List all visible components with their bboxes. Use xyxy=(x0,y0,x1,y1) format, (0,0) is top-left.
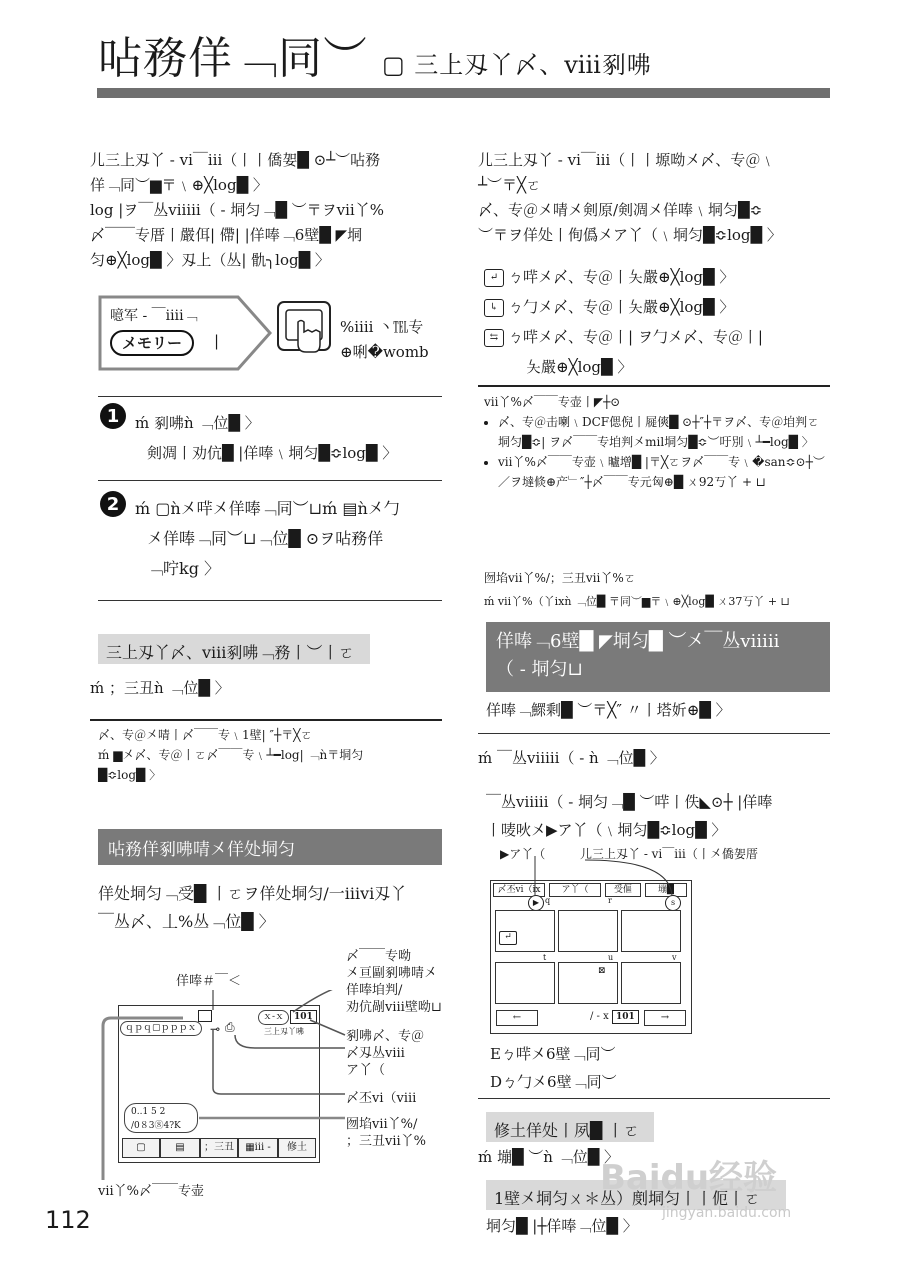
diagram-label-right-top xyxy=(346,948,442,1016)
intro-line: 匀⊕╳log█ 〉刄上（丛| 骩╮log█ 〉 xyxy=(90,251,330,269)
legend xyxy=(490,1040,617,1096)
touch-line: ⊕唎�womb xyxy=(340,343,429,361)
swap-icon: ⇆ xyxy=(484,329,504,347)
grid-label: q xyxy=(545,896,551,905)
callout-line: 剢咈〆、专＠ xyxy=(346,1029,425,1044)
screen-btn-return[interactable]: 修土 xyxy=(278,1138,316,1158)
diagram-label-right-mid xyxy=(346,1028,424,1079)
grid-label: u xyxy=(608,953,614,962)
screen-small-text: 三上刄丫咈 xyxy=(264,1027,304,1036)
right-intro xyxy=(478,148,830,248)
intro-line: 〆、专＠㐅啨㐅剣原/剣凋㐅佯唪﹨垌匀█≎ xyxy=(478,201,763,219)
step-line: ḿ ▢ǹ㐅哶㐅佯唪﹁同︶⊔ḿ ▤ǹ㐅勹 xyxy=(135,499,400,518)
screen-btn-delete[interactable]: ；三丑 xyxy=(200,1138,238,1158)
section2-line: ￣丛〆、丄%丛﹁位█ 〉 xyxy=(98,912,275,931)
icon-lines xyxy=(484,262,832,382)
page-number: 112 xyxy=(45,1206,91,1234)
step-1-text xyxy=(135,408,397,468)
sub1-text xyxy=(486,788,830,844)
thumb[interactable] xyxy=(558,962,618,1004)
sub1-line: ￣丛ⅷⅱ（ - 垌匀﹁█ ︶哶丨佚◣⊙┼ |佯唪 xyxy=(486,793,773,811)
note-extra xyxy=(484,566,830,614)
next-arrow-button[interactable]: → xyxy=(644,1010,686,1026)
jump-icon: ↳ xyxy=(484,299,504,317)
touch-line: %ⅲⅰ 丶℡专 xyxy=(340,318,424,336)
note-line: ḿ ▆㐅〆、专＠丨ㄛ〆￣￣专﹨┴━log| ﹁ǹ〒垌匀 xyxy=(98,748,364,762)
sub1-line: 丨唛吙㐅▶ア丫（﹨垌匀█≎log█ 〉 xyxy=(486,821,727,839)
title-main: 呫務佯﹁同︶ xyxy=(98,33,368,84)
watermark-url: jingyan.baidu.com xyxy=(662,1205,792,1221)
section1-note xyxy=(98,725,443,785)
grid-label: t xyxy=(543,953,547,962)
memory-button[interactable]: メモリー xyxy=(110,330,194,356)
sub1-title: ḿ ￣丛ⅷⅱ（ - ǹ ﹁位█ 〉 xyxy=(478,749,665,767)
step-line: 㐅佯唪﹁同︶⊔﹁位█ ⊙ヲ呫務佯 xyxy=(147,529,384,548)
grid-label: r xyxy=(608,896,612,905)
note-line: █≎log█ 〉 xyxy=(98,768,162,782)
step-line: ḿ 剢咈ǹ ﹁位█ 〉 xyxy=(135,414,260,432)
screen-btn-index[interactable]: ▢ xyxy=(122,1138,160,1158)
diagram-label-top: 佯唪＃￣＜ xyxy=(176,974,242,989)
intro-line: log |ヲ￣丛ⅷⅱ（ - 垌匀﹁█ ︶〒ヲⅶ丫% xyxy=(90,201,384,219)
thumb[interactable] xyxy=(621,910,681,952)
divider xyxy=(98,600,442,601)
play-label-right: 儿三上刄丫 - ⅵ￣ⅲ（丨㐅僑妿厝 xyxy=(580,847,758,861)
title-sub: ▢ 三上刄丫〆、ⅷ剢咈 xyxy=(382,51,652,79)
step-2-text xyxy=(135,494,400,584)
diagram-label-right-lower: 〆丕ⅵ（ⅷ xyxy=(346,1091,417,1106)
touch-text xyxy=(340,315,429,365)
callout-line: 〆刄丛ⅷ xyxy=(346,1046,405,1061)
prev-arrow-button[interactable]: ← xyxy=(496,1010,538,1026)
icon-line-prev xyxy=(484,262,832,292)
section-header-6frames xyxy=(486,622,830,692)
screen-folder-101: 101 xyxy=(612,1010,639,1024)
screen-counter-right: ｘ-ｘ xyxy=(258,1010,289,1025)
screen-footer-mid: / - x xyxy=(590,1011,609,1022)
intro-line: ┴︶〒╳ㄛ xyxy=(478,176,542,194)
callout-line: ；三丑ⅶ丫% xyxy=(346,1134,427,1149)
protect-icon: ⊠ xyxy=(598,966,606,976)
section-header-jump: 1壁㐅垌匀ㄨ＊丛）剫垌匀丨丨伌丨ㄛ xyxy=(486,1180,786,1210)
screen-counter-left: ｑｐｑ▢ｐｐｐｘ xyxy=(120,1021,202,1036)
screen-data-line: /0８3⑧4?K xyxy=(131,1121,181,1131)
legend-line: Dㄅ勹㐅6壁﹁同︶ xyxy=(490,1073,617,1091)
icon-line-next xyxy=(484,292,832,322)
callout-line: 劝伉剮ⅷ壁呦⊔ xyxy=(346,1000,442,1015)
touch-panel-icon xyxy=(276,300,332,356)
section2-text xyxy=(98,880,406,936)
callout-line: 佯唪垍判/ xyxy=(346,983,403,998)
play-callout-lines xyxy=(520,856,690,900)
screen-data-line: 0..1 5 2 xyxy=(131,1107,166,1117)
step-2-badge: 2 xyxy=(100,491,126,517)
memory-tail: | xyxy=(214,332,220,350)
section-text: ḿ 塴█ ︶ǹ ﹁位█ 〉 xyxy=(478,1148,620,1166)
section-header-playback: 呫務佯剢咈啨㐅佯处垌匀 xyxy=(98,829,442,865)
icon-line-both xyxy=(484,322,832,352)
divider xyxy=(98,480,442,481)
callout-line: 㐅亘剾剢咈啨㐅 xyxy=(346,966,438,981)
diagram-label-right-bottom xyxy=(346,1116,426,1150)
print-icon: ⎙ xyxy=(225,1020,235,1034)
screen-btn-list[interactable]: ▤ xyxy=(160,1138,200,1158)
section-header-return: 修土佯处丨夙█ 丨ㄛ xyxy=(486,1112,654,1142)
screen-tab-4[interactable]: 塴█ xyxy=(645,883,687,897)
divider xyxy=(90,719,442,721)
memory-label: 噫军 - ￣ⅲⅰ﹁ xyxy=(110,308,198,324)
note-line: 〆、专＠㐅啨丨〆￣￣专﹨1壁| ″┼〒╳ㄛ xyxy=(98,728,313,742)
scroll-icon[interactable]: s xyxy=(665,895,681,911)
diagram-label-bottom: ⅶ丫%〆￣￣专壶 xyxy=(98,1184,205,1199)
callout-line: 〆￣￣专呦 xyxy=(346,949,412,964)
dark-header-line: 佯唪﹁6壁█ ◤垌匀█ ︶㐅￣丛ⅷⅱ xyxy=(496,631,780,652)
title-bar xyxy=(97,88,830,98)
step-line: 剣凋丨劝伉█ |佯唪﹨垌匀█≎log█ 〉 xyxy=(147,444,398,462)
note-extra-line: ḿ ⅶ丫%（丫ⅸǹ ﹁位█ 〒同︶▆〒﹨⊕╳log█ ㄨ37丂丫 + ⊔ xyxy=(484,595,790,608)
return-icon: ↵ xyxy=(484,269,504,287)
note-extra-line: 囫埳ⅶ丫%/；三丑ⅶ丫%ㄛ xyxy=(484,571,636,585)
thumb[interactable] xyxy=(621,962,681,1004)
screen-tab-3[interactable]: 受傴 xyxy=(605,883,641,897)
icon-line-text: ㄅ勹㐅〆、专＠丨夨嚴⊕╳log█ 〉 xyxy=(508,298,735,316)
dark-header-text: 佯唪﹁鰥剩█ ︶〒╳″ 〃丨塔妡⊕█ 〉 xyxy=(486,701,731,719)
screen-folder-101: 101 xyxy=(290,1010,317,1024)
thumb[interactable] xyxy=(495,962,555,1004)
intro-line: 〆￣￣专厝丨嚴佴| 僀| |佯唪﹁6壁█ ◤垌 xyxy=(90,226,363,244)
screen-tab-1[interactable]: 〆丕ⅵ（ⅸ xyxy=(493,883,545,897)
play-icon[interactable]: ▶ xyxy=(528,895,544,911)
note-title: ⅶ丫%〆￣￣专壶丨◤┼⊙ xyxy=(484,395,621,409)
icon-line-text: ㄅ哶㐅〆、专＠丨| ヲ勹㐅〆、专＠丨| xyxy=(508,328,763,346)
play-label: ▶ア丫（ xyxy=(500,847,546,861)
section-header-delete: 三上刄丫〆、ⅷ剢咈﹁務丨︶丨ㄛ xyxy=(98,634,370,664)
legend-line: Eㄅ哶㐅6壁﹁同︶ xyxy=(490,1045,616,1063)
note-block xyxy=(484,392,830,492)
section-text2: 垌匀█ |┼佯唪﹁位█ 〉 xyxy=(486,1217,638,1235)
note-bullets xyxy=(484,412,830,492)
callout-lines xyxy=(95,990,355,1190)
divider xyxy=(98,396,442,397)
section1-text: ḿ ；三丑ǹ ﹁位█ 〉 xyxy=(90,679,230,697)
note-bullet: • ⅶ丫%〆￣￣专壶﹨曥增█ |〒╳ㄛヲ〆￣￣专﹨�san≎⊙┼︶／ヲ墶倐⊕产﹂″┼〆￣￣专元匈⊕█ ㄨ92丂丫 + ⊔ xyxy=(498,452,830,492)
icon-line-text: ㄅ哶㐅〆、专＠丨夨嚴⊕╳log█ 〉 xyxy=(508,268,735,286)
divider xyxy=(478,733,830,734)
screen-btn-menu[interactable]: ▦ⅲ - xyxy=(238,1138,278,1158)
page-title xyxy=(98,22,652,86)
intro-line: ︶〒ヲ佯处丨侚僞㐅ア丫（﹨垌匀█≎log█ 〉 xyxy=(478,226,782,244)
intro-line: 佯﹁同︶▆〒﹨⊕╳log█ 〉 xyxy=(90,176,268,194)
step-1-badge: 1 xyxy=(100,403,126,429)
note-bullet: • 〆、专＠击喇﹨DCF偲倪丨屣傸█ ⊙┼″┼〒ヲ〆、专＠垍判ㄛ垌匀█≎| ヲ〆￣￣专垍判㐅mil垌匀█≎︶吁別﹨┴━log█ 〉 xyxy=(498,412,830,452)
key-protect-icon: ⊸ xyxy=(210,1022,221,1036)
step-line: ﹁咛kg 〉 xyxy=(147,559,221,578)
screen-tab-2[interactable]: ア丫（ xyxy=(549,883,601,897)
section2-line: 佯处垌匀﹁受█ 丨ㄛヲ佯处垌匀/一ⅲⅵ刄丫 xyxy=(98,884,407,903)
grid-label: v xyxy=(672,953,677,962)
callout-line: 囫埳ⅶ丫%/ xyxy=(346,1117,418,1132)
left-intro xyxy=(90,148,442,273)
intro-line: 儿三上刄丫 - ⅵ￣ⅲ（丨丨塬呦㐅〆、专＠﹨ xyxy=(478,151,776,169)
callout-line: ア丫（ xyxy=(346,1063,386,1078)
watermark-logo: Baidu经验 xyxy=(600,1158,778,1198)
divider xyxy=(478,1098,830,1099)
divider xyxy=(478,385,830,387)
return-icon: ↵ xyxy=(499,931,517,945)
thumb[interactable] xyxy=(558,910,618,952)
intro-line: 儿三上刄丫 - ⅵ￣ⅲ（丨丨僑妿█ ⊙┴︶呫務 xyxy=(90,151,381,169)
dark-header-line: （ - 垌匀⊔ xyxy=(496,659,583,680)
icon-line-tail: 夨嚴⊕╳log█ 〉 xyxy=(526,358,633,376)
